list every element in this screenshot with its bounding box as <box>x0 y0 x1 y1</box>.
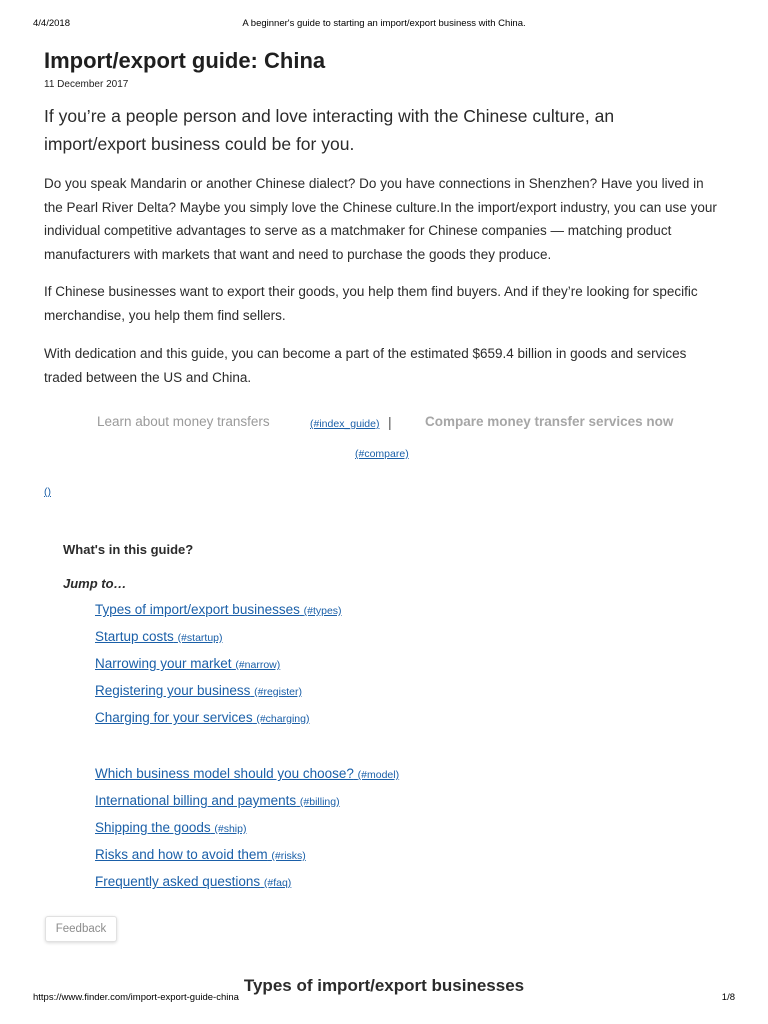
compare-services-button[interactable]: Compare money transfer services now <box>425 414 674 429</box>
toc-item-anchor: (#types) <box>303 605 342 617</box>
empty-link[interactable]: () <box>44 486 51 498</box>
toc-item-label: Shipping the goods <box>95 820 211 835</box>
toc-item-register[interactable] <box>95 683 302 698</box>
toc-item-anchor: (#charging) <box>256 713 310 725</box>
print-url: https://www.finder.com/import-export-guide-china <box>33 992 239 1003</box>
compare-link[interactable]: (#compare) <box>355 448 409 460</box>
toc-item-risks[interactable] <box>95 847 306 862</box>
section-heading: Types of import/export businesses <box>243 976 525 996</box>
toc-item-label: Narrowing your market <box>95 656 232 671</box>
publish-date: 11 December 2017 <box>44 79 129 90</box>
toc-item-billing[interactable] <box>95 793 340 808</box>
toc-jump-label: Jump to… <box>63 576 127 591</box>
toc-item-label: Which business model should you choose? <box>95 766 354 781</box>
toc-item-anchor: (#model) <box>357 769 400 781</box>
toc-item-types[interactable] <box>95 602 342 617</box>
cta-separator: | <box>388 414 392 430</box>
toc-item-anchor: (#narrow) <box>235 659 281 671</box>
toc-item-charging[interactable] <box>95 710 309 725</box>
toc-item-label: International billing and payments <box>95 793 297 808</box>
print-page-title: A beginner's guide to starting an import/export business with China. <box>242 18 526 29</box>
index-guide-link[interactable]: (#index_guide) <box>310 418 380 430</box>
toc-item-label: Charging for your services <box>95 710 253 725</box>
print-footer <box>33 992 735 1006</box>
page-title: Import/export guide: China <box>44 48 326 73</box>
toc-item-label: Startup costs <box>95 629 174 644</box>
toc-item-anchor: (#register) <box>254 686 302 698</box>
toc-item-label: Risks and how to avoid them <box>95 847 268 862</box>
learn-money-transfers-button[interactable]: Learn about money transfers <box>97 414 270 429</box>
toc-item-faq[interactable] <box>95 874 291 889</box>
toc-item-label: Registering your business <box>95 683 251 698</box>
toc-heading: What's in this guide? <box>63 542 194 557</box>
body-paragraph-1: Do you speak Mandarin or another Chinese dialect? Do you have connections in Shenzhen? Have you lived in the Pearl River Delta? Maybe you simply love the Chinese culture.In the import/export industry, you can use your individual competitive advantages to serve as a matchmaker for Chinese companies — matching product manufacturers with markets that want and need to purchase the goods they produce. <box>44 176 717 262</box>
print-date: 4/4/2018 <box>33 18 70 29</box>
body-paragraph-3: With dedication and this guide, you can become a part of the estimated $659.4 billion in goods and services traded between the US and China. <box>44 346 687 385</box>
toc-item-label: Frequently asked questions <box>95 874 261 889</box>
toc-item-ship[interactable] <box>95 820 246 835</box>
print-header <box>33 18 735 32</box>
toc-item-anchor: (#ship) <box>214 823 247 835</box>
body-paragraph-2: If Chinese businesses want to export their goods, you help them find buyers. And if they’re looking for specific merchandise, you help them find sellers. <box>44 284 698 323</box>
toc-item-narrow[interactable] <box>95 656 280 671</box>
cta-row <box>44 412 724 498</box>
toc-item-anchor: (#billing) <box>299 796 340 808</box>
toc-item-startup[interactable] <box>95 629 223 644</box>
toc-item-anchor: (#faq) <box>263 877 292 889</box>
toc-item-anchor: (#risks) <box>271 850 306 862</box>
print-page-number: 1/8 <box>721 992 735 1003</box>
toc-item-label: Types of import/export businesses <box>95 602 300 617</box>
toc-item-model[interactable] <box>95 766 399 781</box>
toc-item-anchor: (#startup) <box>177 632 223 644</box>
lead-paragraph: If you’re a people person and love interacting with the Chinese culture, an import/export business could be for you. <box>44 106 615 154</box>
feedback-button[interactable]: Feedback <box>45 916 117 942</box>
